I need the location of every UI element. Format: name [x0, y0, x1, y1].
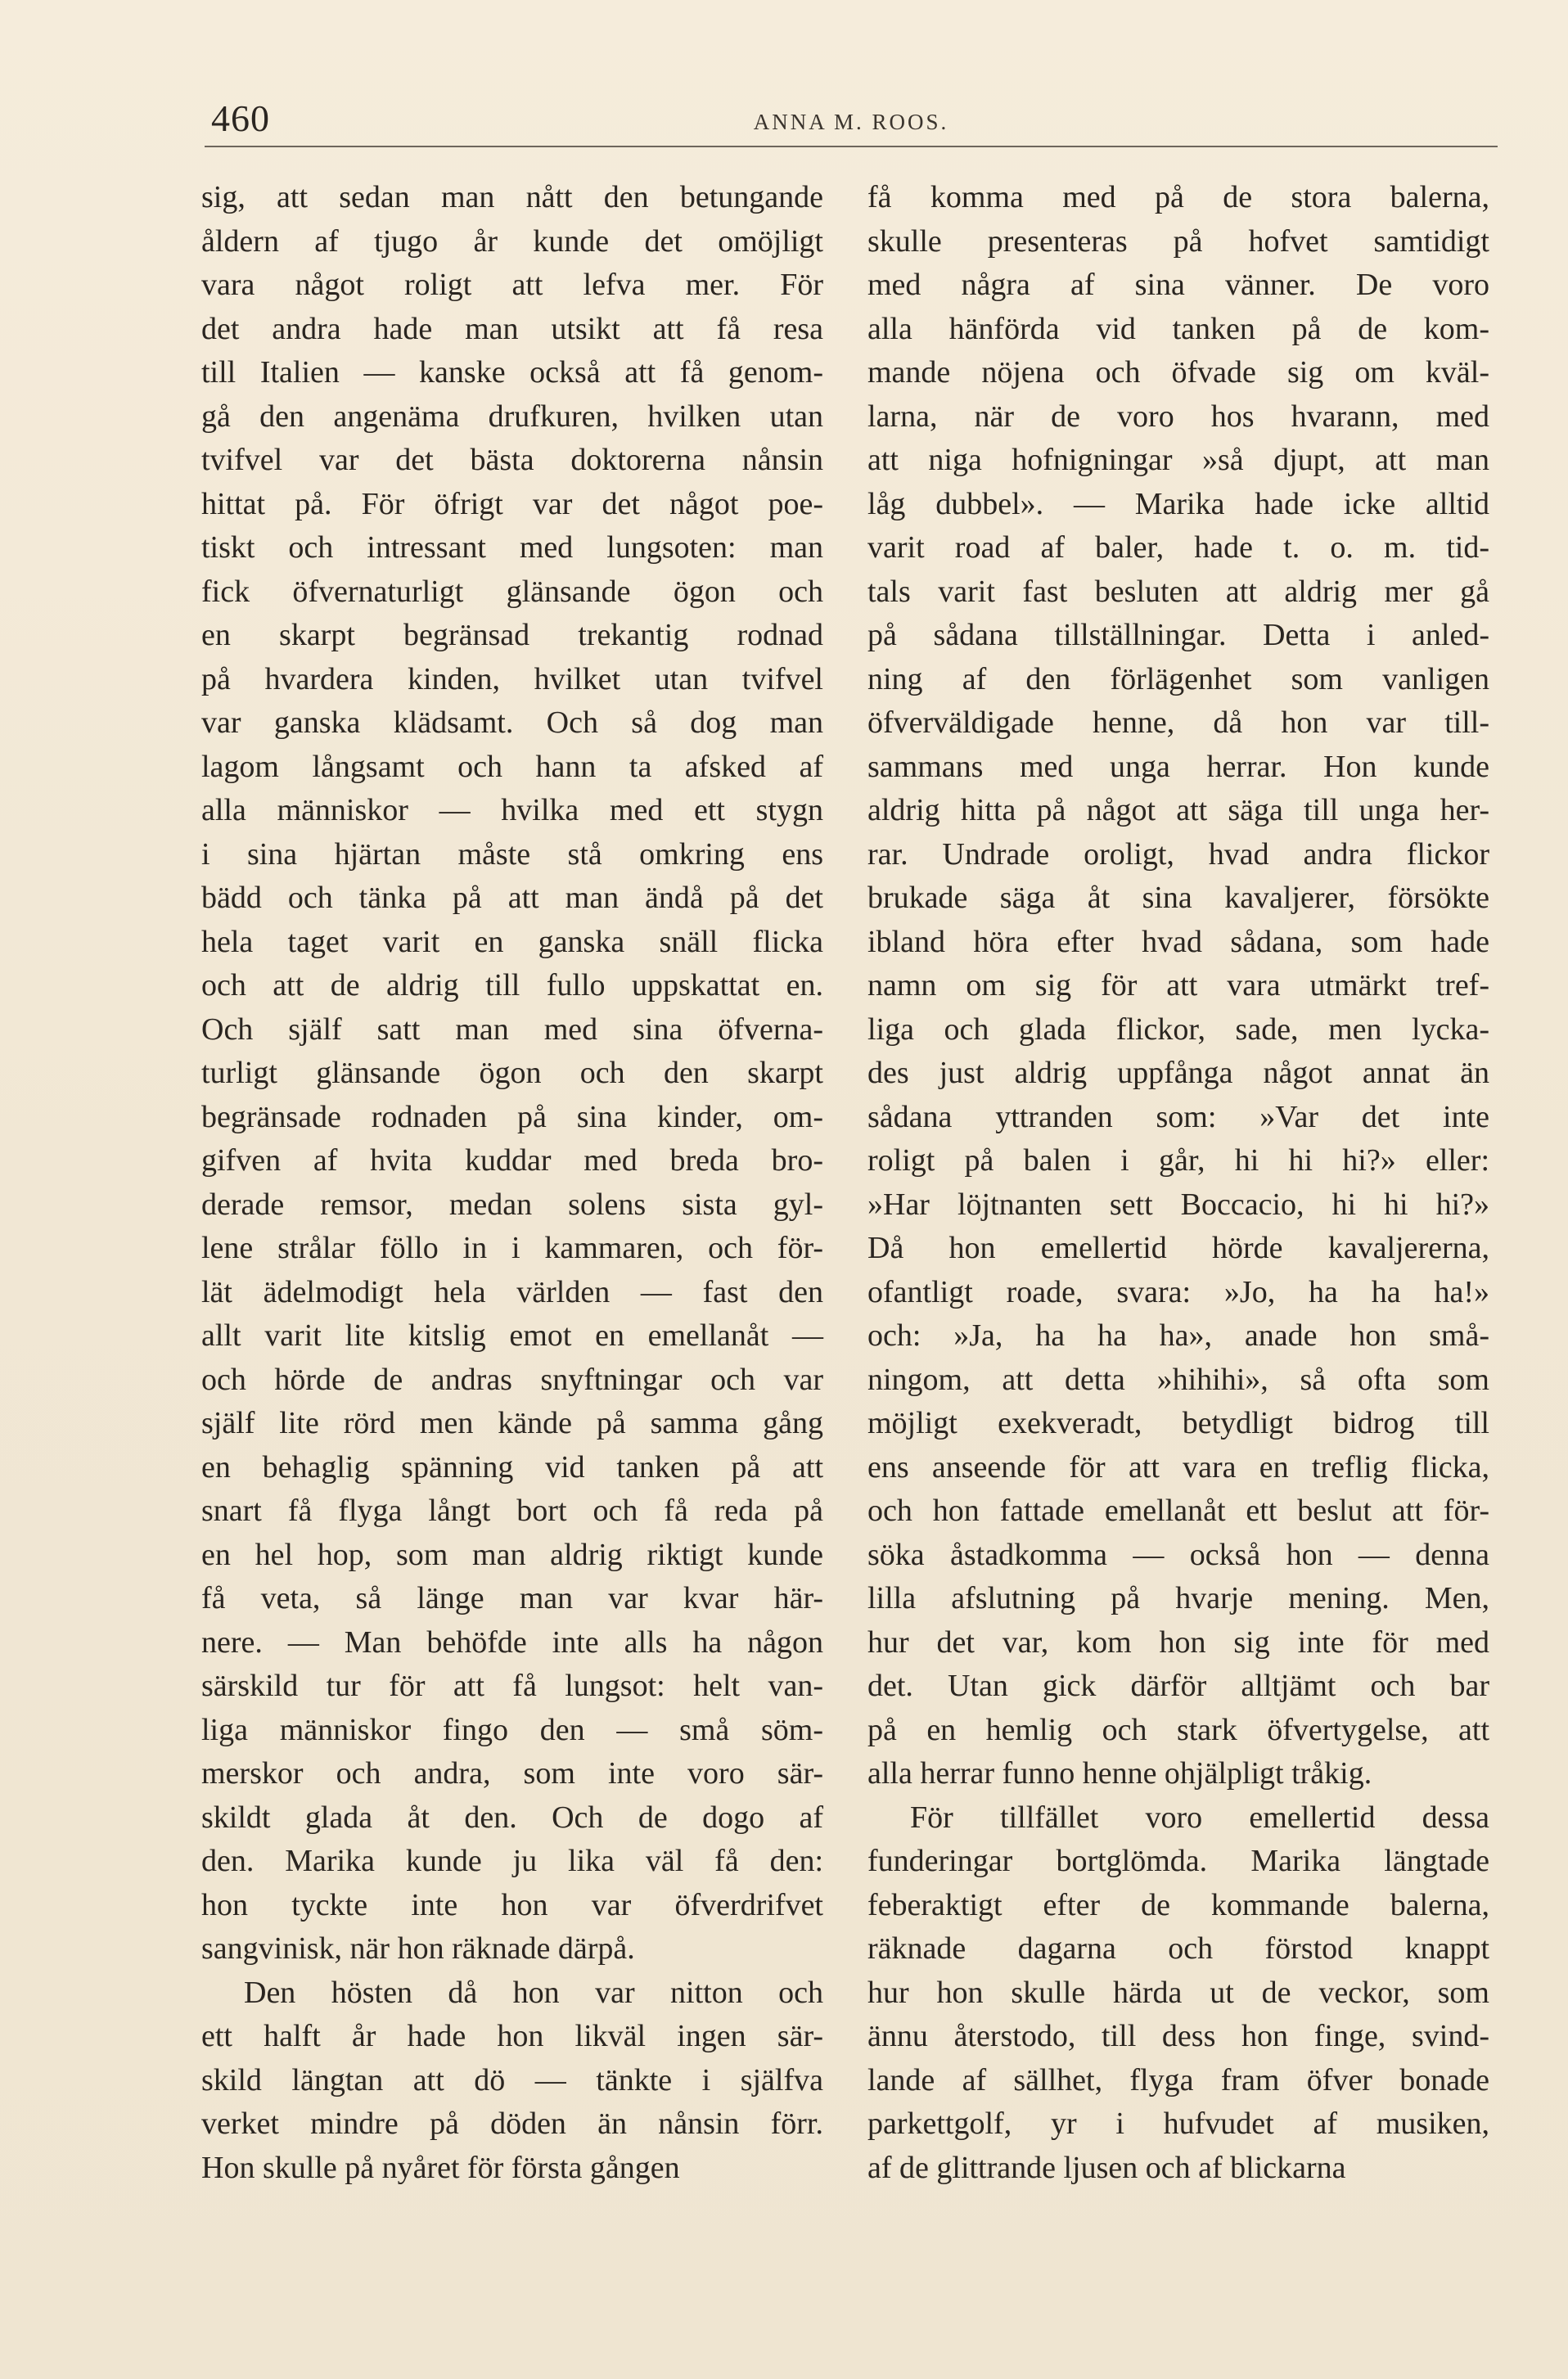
text-line-right: med några af sina vänner. De voro [867, 268, 1489, 302]
text-line-left: skildt glada åt den. Och de dogo af [201, 1800, 823, 1835]
text-line-right: parkettgolf, yr i hufvudet af musiken, [867, 2106, 1489, 2141]
text-line-right: räknade dagarna och förstod knappt [867, 1931, 1489, 1966]
text-line-left: åldern af tjugo år kunde det omöjligt [201, 223, 823, 259]
text-line-right: på sådana tillställningar. Detta i anled- [867, 618, 1489, 652]
text-column-left [201, 176, 823, 2190]
text-line-left: merskor och andra, som inte voro sär- [201, 1756, 823, 1791]
text-line-left: gifven af hvita kuddar med breda bro- [201, 1143, 823, 1178]
text-column-right [867, 176, 1489, 2190]
text-line-right: ens anseende för att vara en treflig flicka, [867, 1449, 1489, 1485]
text-line-right: och hon fattade emellanåt ett beslut att för- [867, 1494, 1489, 1528]
text-line-left: var ganska klädsamt. Och så dog man [201, 705, 823, 740]
text-line-left: lagom långsamt och hann ta afsked af [201, 749, 823, 784]
text-line-right: ofantligt roade, svara: »Jo, ha ha ha!» [867, 1274, 1489, 1309]
text-line-right: roligt på balen i går, hi hi hi?» eller: [867, 1143, 1489, 1178]
text-line-right: ännu återstodo, till dess hon finge, svind- [867, 2019, 1489, 2053]
text-line-left: det andra hade man utsikt att få resa [201, 311, 823, 346]
text-line-right: ningom, att detta »hihihi», så ofta som [867, 1362, 1489, 1397]
text-line-right: ning af den förlägenhet som vanligen [867, 661, 1489, 696]
text-line-left: och att de aldrig till fullo uppskattat en. [201, 968, 823, 1003]
text-line-left: lät ädelmodigt hela världen — fast den [201, 1274, 823, 1309]
text-line-left: turligt glänsande ögon och den skarpt [201, 1056, 823, 1090]
text-line-right: att niga hofnigningar »så djupt, att man [867, 443, 1489, 477]
text-line-left: en behaglig spänning vid tanken på att [201, 1449, 823, 1485]
text-line-right: feberaktigt efter de kommande balerna, [867, 1887, 1489, 1922]
text-line-left: Den hösten då hon var nitton och [244, 1975, 823, 2010]
text-line-left: hon tyckte inte hon var öfverdrifvet [201, 1887, 823, 1922]
text-line-right: få komma med på de stora balerna, [867, 180, 1489, 214]
text-line-left: till Italien — kanske också att få genom- [201, 355, 823, 390]
text-line-right: af de glittrande ljusen och af blickarna [867, 2150, 1346, 2185]
text-line-right: brukade säga åt sina kavaljerer, försökte [867, 881, 1489, 915]
text-line-right: ibland höra efter hvad sådana, som hade [867, 924, 1489, 959]
text-line-right: hur hon skulle härda ut de veckor, som [867, 1975, 1489, 2010]
text-line-right: öfverväldigade henne, då hon var till- [867, 705, 1489, 740]
running-head: ANNA M. ROOS. [753, 110, 949, 134]
text-line-left: lene strålar föllo in i kammaren, och för- [201, 1231, 823, 1265]
header-rule [205, 146, 1498, 147]
text-line-left: få veta, så länge man var kvar här- [201, 1581, 823, 1615]
text-line-right: »Har löjtnanten sett Boccacio, hi hi hi?» [867, 1187, 1489, 1222]
text-line-left: den. Marika kunde ju lika väl få den: [201, 1844, 823, 1878]
text-line-right: söka åstadkomma — också hon — denna [867, 1537, 1489, 1572]
text-line-right: och: »Ja, ha ha ha», anade hon små- [867, 1318, 1489, 1353]
text-line-left: själf lite rörd men kände på samma gång [201, 1406, 823, 1440]
text-line-left: en skarpt begränsad trekantig rodnad [201, 618, 823, 652]
text-line-left: tvifvel var det bästa doktorerna nånsin [201, 443, 823, 477]
text-line-right: på en hemlig och stark öfvertygelse, att [867, 1712, 1489, 1747]
text-line-left: i sina hjärtan måste stå omkring ens [201, 836, 823, 872]
text-line-right: varit road af baler, hade t. o. m. tid- [867, 530, 1489, 565]
text-line-left: sangvinisk, när hon räknade därpå. [201, 1931, 635, 1966]
text-line-right: alla herrar funno henne ohjälpligt tråkig. [867, 1756, 1372, 1791]
text-line-left: allt varit lite kitslig emot en emellanåt — [201, 1318, 823, 1353]
text-line-left: nere. — Man behöfde inte alls ha någon [201, 1624, 823, 1660]
text-line-left: begränsade rodnaden på sina kinder, om- [201, 1099, 823, 1134]
text-line-right: hur det var, kom hon sig inte för med [867, 1624, 1489, 1660]
text-line-right: tals varit fast besluten att aldrig mer gå [867, 574, 1489, 609]
text-line-right: liga och glada flickor, sade, men lycka- [867, 1012, 1489, 1047]
text-line-left: hittat på. För öfrigt var det något poe- [201, 486, 823, 521]
text-line-left: Hon skulle på nyåret för första gången [201, 2150, 680, 2185]
text-line-left: och hörde de andras snyftningar och var [201, 1362, 823, 1397]
text-line-right: skulle presenteras på hofvet samtidigt [867, 223, 1489, 259]
text-line-right: För tillfället voro emellertid dessa [910, 1800, 1489, 1835]
text-line-right: des just aldrig uppfånga något annat än [867, 1056, 1489, 1090]
text-line-left: sig, att sedan man nått den betungande [201, 180, 823, 214]
text-line-left: ett halft år hade hon likväl ingen sär- [201, 2019, 823, 2053]
page-header [205, 90, 1498, 139]
page-number: 460 [211, 97, 270, 139]
text-line-right: låg dubbel». — Marika hade icke alltid [867, 486, 1489, 521]
text-line-left: vara något roligt att lefva mer. För [201, 268, 823, 302]
text-line-left: särskild tur för att få lungsot: helt van- [201, 1669, 823, 1703]
text-line-right: möjligt exekveradt, betydligt bidrog till [867, 1406, 1489, 1440]
text-line-right: lilla afslutning på hvarje mening. Men, [867, 1581, 1489, 1615]
text-line-left: på hvardera kinden, hvilket utan tvifvel [201, 661, 823, 696]
text-line-right: rar. Undrade oroligt, hvad andra flickor [867, 836, 1489, 872]
text-line-left: skild längtan att dö — tänkte i själfva [201, 2062, 823, 2097]
text-line-left: en hel hop, som man aldrig riktigt kunde [201, 1537, 823, 1572]
text-line-right: aldrig hitta på något att säga till unga her- [867, 793, 1489, 827]
text-line-right: det. Utan gick därför alltjämt och bar [867, 1669, 1489, 1703]
text-line-left: snart få flyga långt bort och få reda på [201, 1494, 823, 1528]
text-line-left: gå den angenäma drufkuren, hvilken utan [201, 399, 823, 434]
text-line-right: sammans med unga herrar. Hon kunde [867, 749, 1489, 784]
text-line-right: mande nöjena och öfvade sig om kväl- [867, 355, 1489, 390]
text-line-left: alla människor — hvilka med ett stygn [201, 793, 823, 827]
text-line-left: fick öfvernaturligt glänsande ögon och [201, 574, 823, 609]
text-line-right: funderingar bortglömda. Marika längtade [867, 1844, 1489, 1878]
text-line-left: tiskt och intressant med lungsoten: man [201, 530, 823, 565]
text-line-left: hela taget varit en ganska snäll flicka [201, 924, 823, 959]
text-line-right: Då hon emellertid hörde kavaljererna, [867, 1231, 1489, 1265]
text-line-right: alla hänförda vid tanken på de kom- [867, 311, 1489, 346]
text-line-left: verket mindre på döden än nånsin förr. [201, 2106, 823, 2141]
text-line-left: liga människor fingo den — små söm- [201, 1712, 823, 1747]
text-line-right: lande af sällhet, flyga fram öfver bonade [867, 2062, 1489, 2097]
text-line-right: larna, när de voro hos hvarann, med [867, 399, 1489, 434]
text-line-left: Och själf satt man med sina öfverna- [201, 1012, 823, 1047]
text-line-right: sådana yttranden som: »Var det inte [867, 1099, 1489, 1134]
text-line-right: namn om sig för att vara utmärkt tref- [867, 968, 1489, 1003]
text-line-left: derade remsor, medan solens sista gyl- [201, 1187, 823, 1222]
text-line-left: bädd och tänka på att man ändå på det [201, 881, 823, 915]
